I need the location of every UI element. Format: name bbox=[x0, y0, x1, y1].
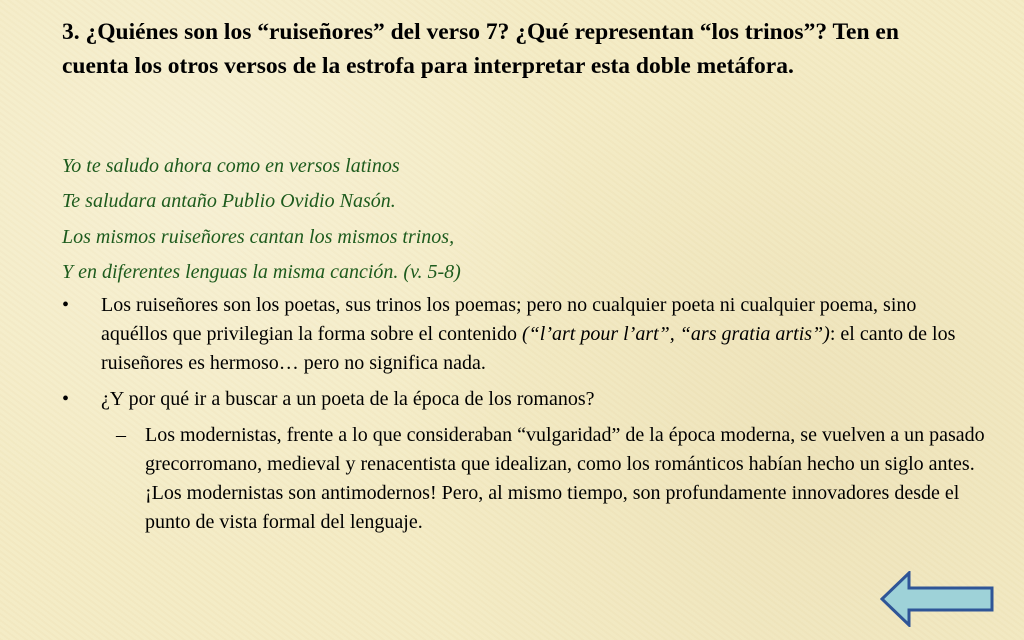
bullet-text-1 bbox=[101, 291, 982, 378]
bullet-text-1-part2: : el canto de los ruiseñores es hermoso… pero no significa nada. bbox=[101, 323, 956, 374]
bullet-text-1-part1: Los ruiseñores son los poetas, sus trinos los poemas; pero no cualquier poeta ni cualquier poema, sino aquéllos que privilegian la forma sobre el contenido bbox=[101, 294, 917, 345]
verse-line-1: Yo te saludo ahora como en versos latinos bbox=[62, 155, 400, 177]
bullet-item-1 bbox=[62, 291, 982, 378]
bullet-item-2 bbox=[62, 385, 982, 414]
verse-line-2: Te saludara antaño Publio Ovidio Nasón. bbox=[62, 190, 396, 212]
verse-line-3: Los mismos ruiseñores cantan los mismos trinos, bbox=[62, 226, 455, 248]
dash-marker: – bbox=[116, 424, 126, 446]
sub-bullet-text: Los modernistas, frente a lo que consideraban “vulgaridad” de la época moderna, se vuelven a un pasado grecorromano, medieval y renacentista que idealizan, como los románticos habían hecho un siglo antes. ¡Los modernistas son antimodernos! Pero, al mismo tiempo, son profundamente innovadores desde el punto de vista formal del lenguaje. bbox=[145, 424, 985, 533]
back-arrow-button[interactable] bbox=[880, 571, 996, 627]
bullet-marker: • bbox=[62, 388, 70, 410]
bullet-text-1-italic: (“l’art pour l’art”, “ars gratia artis”) bbox=[521, 323, 830, 345]
bullet-text-2: ¿Y por qué ir a buscar a un poeta de la época de los romanos? bbox=[101, 388, 595, 410]
bullet-marker: • bbox=[62, 294, 70, 316]
sub-bullet-item bbox=[116, 421, 986, 537]
left-arrow-icon bbox=[880, 571, 996, 627]
verse-line-4: Y en diferentes lenguas la misma canción. (v. 5-8) bbox=[62, 261, 461, 283]
question-title: 3. ¿Quiénes son los “ruiseñores” del verso 7? ¿Qué representan “los trinos”? Ten en cuenta los otros versos de la estrofa para interpretar esta doble metáfora. bbox=[62, 19, 899, 79]
